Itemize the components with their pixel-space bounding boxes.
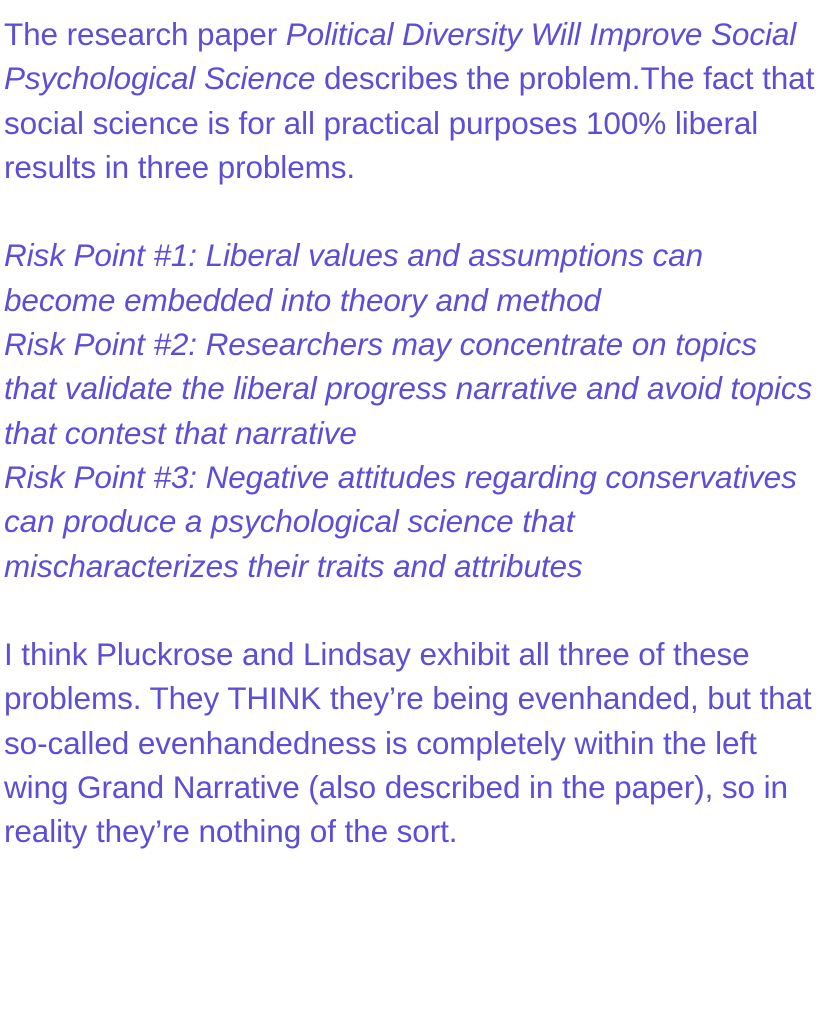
intro-suffix: describes the problem.The fact that social science is for all practical purposes 100% liberal results in three problems. [4, 60, 815, 185]
paper-title: Political Diversity Will Improve Social Psychological Science [4, 16, 797, 97]
paragraph-gap [4, 189, 816, 233]
intro-prefix: The research paper [4, 16, 286, 52]
risk-points-list [4, 233, 816, 587]
document-body [4, 12, 816, 854]
risk-point-2: Risk Point #2: Researchers may concentrate on topics that validate the liberal progress narrative and avoid topics that contest that narrative [4, 326, 813, 451]
risk-point-1: Risk Point #1: Liberal values and assumptions can become embedded into theory and method [4, 237, 703, 318]
intro-paragraph [4, 12, 816, 189]
risk-point-3: Risk Point #3: Negative attitudes regarding conservatives can produce a psychological science that mischaracterizes their traits and attributes [4, 458, 797, 584]
paragraph-gap [4, 588, 816, 632]
conclusion-paragraph: I think Pluckrose and Lindsay exhibit all three of these problems. They THINK they’re being evenhanded, but that so-called evenhandedness is completely within the left wing Grand Narrative (also described in the paper), so in reality they’re nothing of the sort. [4, 636, 812, 850]
